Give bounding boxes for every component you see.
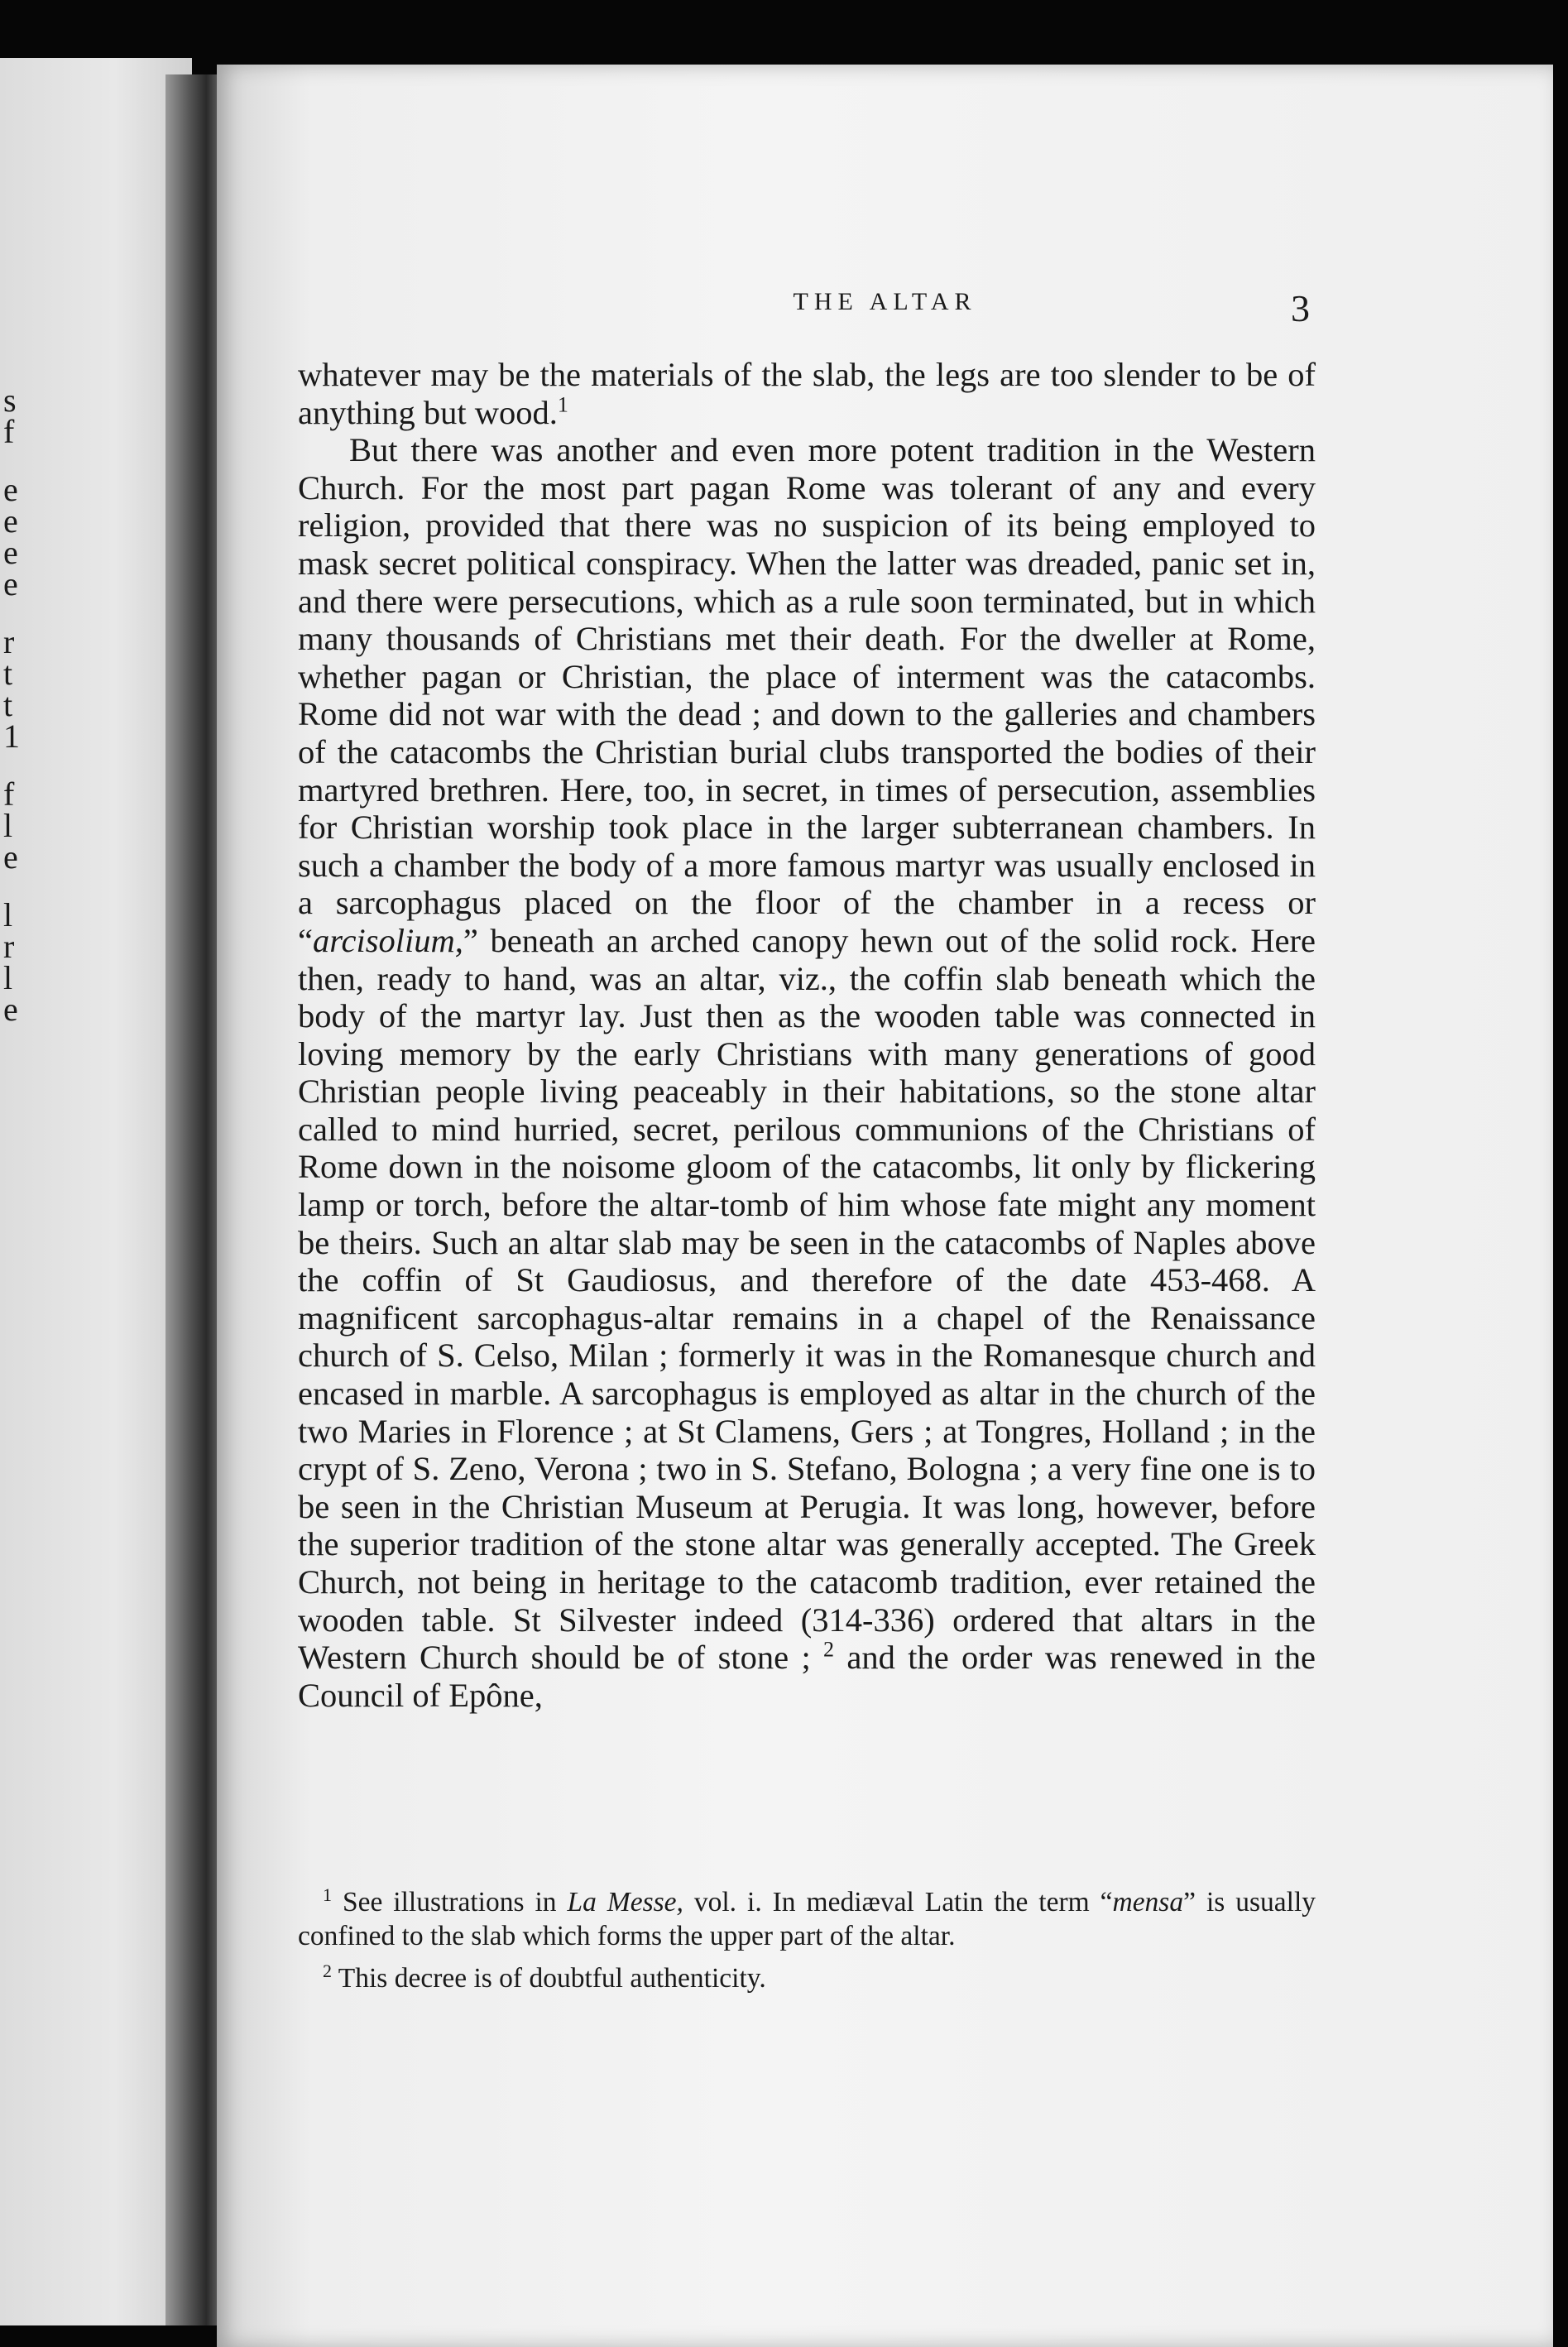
- text-run: ” is usually confined to the slab which forms the upper part of the altar.: [298, 1887, 1316, 1951]
- edge-letter: t: [3, 686, 13, 723]
- edge-letter: e: [3, 838, 18, 876]
- paragraph: [298, 431, 1316, 1714]
- previous-page: [0, 58, 192, 2325]
- previous-page-edge-letters: [3, 382, 36, 1028]
- italic-text: mensa: [1112, 1887, 1184, 1917]
- edge-letter: e: [3, 471, 18, 508]
- page-number: 3: [1291, 287, 1310, 329]
- text-run: This decree is of doubtful authenticity.: [332, 1963, 766, 1994]
- text-run: and the order was renewed in the Council of Epône,: [298, 1639, 1316, 1714]
- paragraph: [298, 356, 1316, 431]
- edge-letter: s: [3, 382, 17, 419]
- text-run: ” beneath an arched canopy hewn out of the solid rock. Here then, ready to hand, was an altar, viz., the coffin slab beneath which the body of the martyr lay. Just then as the wooden table was connected in loving memory by the early Christians with many generations of good Christian people living peaceably in their habitations, so the stone altar called to mind hurried, secret, perilous communions of the Christians of Rome down in the noisome gloom of the catacombs, lit only by flickering lamp or torch, before the altar-tomb of him whose fate might any moment be theirs. Such an altar slab may be seen in the catacombs of Naples above the coffin of St Gaudiosus, and therefore of the date 453-468. A magnificent sarcophagus-altar remains in a chapel of the Renaissance church of S. Celso, Milan ; formerly it was in the Romanesque church and encased in marble. A sarcophagus is employed as altar in the church of the two Maries in Florence ; at St Clamens, Gers ; at Tongres, Holland ; in the crypt of S. Zeno, Verona ; two in S. Stefano, Bologna ; a very fine one is to be seen in the Christian Museum at Perugia. It was long, however, before the superior tradition of the stone altar was generally accepted. The Greek Church, not being in heritage to the catacomb tradition, ever retained the wooden table. St Silvester indeed (314-336) ordered that altars in the Western Church should be of stone ;: [298, 921, 1316, 1677]
- edge-letter: e: [3, 502, 18, 540]
- text-run: vol. i. In mediæval Latin the term “: [683, 1887, 1113, 1917]
- italic-text: La Messe,: [567, 1887, 683, 1917]
- text-run: whatever may be the materials of the slab, the legs are too slender to be of anything but wood.: [298, 356, 1316, 431]
- footnote-reference: 2: [823, 1637, 835, 1662]
- edge-letter: r: [3, 928, 15, 965]
- footnote: [298, 1961, 1316, 1995]
- italic-text: arcisolium,: [312, 921, 463, 959]
- footnote-mark: 2: [323, 1960, 332, 1981]
- edge-letter: t: [3, 655, 13, 692]
- footnote-mark: 1: [323, 1884, 332, 1905]
- text-run: But there was another and even more potent tradition in the Western Church. For the most part pagan Rome was tolerant of any and every religion, provided that there was no suspicion of its being employed to mask secret political conspiracy. When the latter was dreaded, panic set in, and there were persecutions, which as a rule soon terminated, but in which many thousands of Christians met their death. For the dweller at Rome, whether pagan or Christian, the place of interment was the catacombs. Rome did not war with the dead ; and down to the galleries and chambers of the catacombs the Christian burial clubs transported the bodies of their martyred brethren. Here, too, in secret, in times of persecution, assemblies for Christian worship took place in the larger subterranean chambers. In such a chamber the body of a more famous martyr was usually enclosed in a sarcophagus placed on the floor of the chamber in a recess or “: [298, 431, 1316, 959]
- footnote-reference: 1: [557, 392, 568, 417]
- edge-letter: 1: [3, 718, 20, 755]
- edge-letter: e: [3, 534, 18, 571]
- edge-letter: l: [3, 896, 13, 934]
- running-head: THE ALTAR: [793, 288, 977, 315]
- edge-letter: f: [3, 413, 15, 450]
- body-text: [298, 356, 1316, 1714]
- edge-letter: e: [3, 565, 18, 602]
- edge-letter: r: [3, 623, 15, 660]
- text-run: See illustrations in: [332, 1887, 568, 1917]
- edge-letter: l: [3, 959, 13, 996]
- edge-letter: e: [3, 991, 18, 1028]
- footnote: [298, 1885, 1316, 1953]
- edge-letter: f: [3, 775, 15, 813]
- footnotes: [298, 1885, 1316, 1995]
- edge-letter: l: [3, 807, 13, 844]
